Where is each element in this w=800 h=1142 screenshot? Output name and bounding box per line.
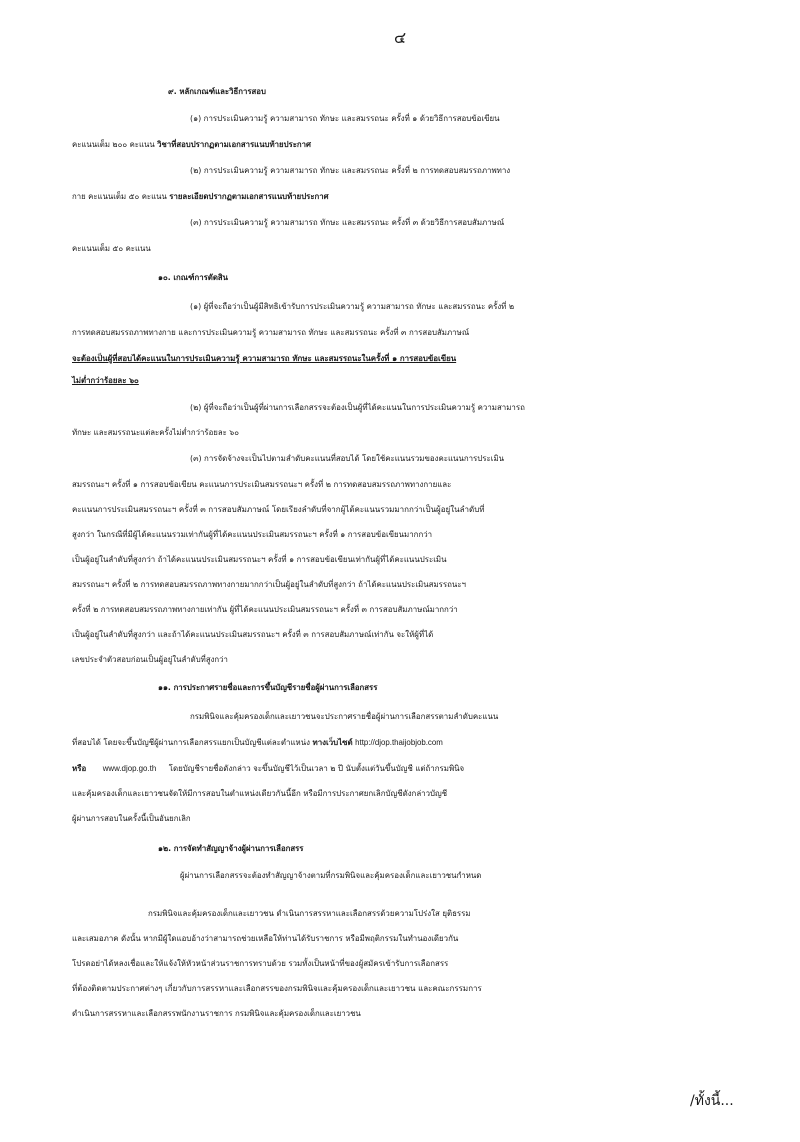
s12-para: ผู้ผ่านการเลือกสรรจะต้องทำสัญญาจ้างตามที่กรมพินิจและคุ้มครองเด็กและเยาวชนกำหนด bbox=[180, 871, 482, 880]
website-link-thaijobjob[interactable]: http://djop.thaijobjob.com bbox=[355, 738, 443, 747]
s10-item-1-line-4: ไม่ต่ำกว่าร้อยละ ๖๐ bbox=[72, 376, 139, 385]
s10-item-3-line-4: สูงกว่า ในกรณีที่มีผู้ได้คะแนนรวมเท่ากันผู้ที่ได้คะแนนประเมินสมรรถนะฯ ครั้งที่ ๑ การสอบข้อเขียนมากกว่า bbox=[72, 530, 433, 539]
section-9-heading: ๙. หลักเกณฑ์และวิธีการสอบ bbox=[168, 87, 266, 96]
s11-website-label: ทางเว็บไซต์ bbox=[312, 738, 353, 747]
s11-para-line-5: ผู้ผ่านการสอบในครั้งนี้เป็นอันยกเลิก bbox=[72, 814, 191, 823]
s10-item-3-line-3: คะแนนการประเมินสมรรถนะฯ ครั้งที่ ๓ การสอบสัมภาษณ์ โดยเรียงลำดับที่จากผู้ได้คะแนนรวมมากกว่าเป็นผู้อยู่ในลำดับที่ bbox=[72, 505, 485, 514]
s9-item-1-note: วิชาที่สอบปรากฏตามเอกสารแนบท้ายประกาศ bbox=[157, 140, 311, 149]
s11-para-line-4: และคุ้มครองเด็กและเยาวชนจัดให้มีการสอบในตำแหน่งเดียวกันนี้อีก หรือมีการประกาศยกเลิกบัญชีดังกล่าวบัญชี bbox=[72, 789, 448, 798]
s10-item-3-line-9: เลขประจำตัวสอบก่อนเป็นผู้อยู่ในลำดับที่สูงกว่า bbox=[72, 655, 228, 664]
s10-item-1-line-1: (๑) ผู้ที่จะถือว่าเป็นผู้มีสิทธิเข้ารับการประเมินความรู้ ความสามารถ ทักษะ และสมรรถนะ ครั้งที่ ๒ bbox=[190, 302, 515, 311]
s11-para-text: ที่สอบได้ โดยจะขึ้นบัญชีผู้ผ่านการเลือกสรรแยกเป็นบัญชีแต่ละตำแหน่ง bbox=[72, 738, 310, 747]
s10-item-2-line-1: (๒) ผู้ที่จะถือว่าเป็นผู้ที่ผ่านการเลือกสรรจะต้องเป็นผู้ที่ได้คะแนนในการประเมินความรู้ ความสามารถ bbox=[190, 403, 525, 412]
s10-item-1-line-2: การทดสอบสมรรถภาพทางกาย และการประเมินความรู้ ความสามารถ ทักษะ และสมรรถนะ ครั้งที่ ๓ การสอบสัมภาษณ์ bbox=[72, 328, 470, 337]
closing-line-4: ที่ต้องติดตามประกาศต่างๆ เกี่ยวกับการสรรหาและเลือกสรรของกรมพินิจและคุ้มครองเด็กและเยาวชน และคณะกรรมการ bbox=[72, 984, 482, 993]
page-number: ๔ bbox=[393, 28, 407, 47]
s10-item-3-line-2: สมรรถนะฯ ครั้งที่ ๑ การสอบข้อเขียน คะแนนการประเมินสมรรถนะฯ ครั้งที่ ๒ การทดสอบสมรรถภาพทางกายและ bbox=[72, 480, 452, 489]
s10-item-3-line-8: เป็นผู้อยู่ในลำดับที่สูงกว่า และถ้าได้คะแนนประเมินสมรรถนะฯ ครั้งที่ ๓ การสอบสัมภาษณ์เท่ากัน จะให้ผู้ที่ได้ bbox=[72, 630, 434, 639]
s11-para-line-2 bbox=[72, 733, 800, 753]
section-12-heading: ๑๒. การจัดทำสัญญาจ้างผู้ผ่านการเลือกสรร bbox=[158, 844, 304, 853]
s9-item-2-note: รายละเอียดปรากฏตามเอกสารแนบท้ายประกาศ bbox=[169, 192, 329, 201]
s10-item-3-line-1: (๓) การจัดจ้างจะเป็นไปตามลำดับคะแนนที่สอบได้ โดยใช้คะแนนรวมของคะแนนการประเมิน bbox=[190, 454, 505, 463]
s10-item-3-line-7: ครั้งที่ ๒ การทดสอบสมรรถภาพทางกายเท่ากัน ผู้ที่ได้คะแนนประเมินสมรรถนะฯ ครั้งที่ ๓ การสอบสัมภาษณ์มากกว่า bbox=[72, 605, 458, 614]
closing-line-2: และเสมอภาค ดังนั้น หากมีผู้ใดแอบอ้างว่าสามารถช่วยเหลือให้ท่านได้รับราชการ หรือมีพฤติกรรมในทำนองเดียวกัน bbox=[72, 934, 459, 943]
s9-item-1-score: คะแนนเต็ม ๒๐๐ คะแนน bbox=[72, 140, 155, 149]
closing-line-3: โปรดอย่าได้หลงเชื่อและให้แจ้งให้หัวหน้าส่วนราชการทราบด้วย รวมทั้งเป็นหน้าที่ของผู้สมัครเข้ารับการเลือกสรร bbox=[72, 959, 449, 968]
s9-item-3-line-1: (๓) การประเมินความรู้ ความสามารถ ทักษะ และสมรรถนะ ครั้งที่ ๓ ด้วยวิธีการสอบสัมภาษณ์ bbox=[190, 218, 505, 227]
s11-para-text-2: โดยบัญชีรายชื่อดังกล่าว จะขึ้นบัญชีไว้เป็นเวลา ๒ ปี นับตั้งแต่วันขึ้นบัญชี แต่ถ้ากรมพินิจ bbox=[168, 764, 465, 773]
s10-item-2-line-2: ทักษะ และสมรรถนะแต่ละครั้งไม่ต่ำกว่าร้อยละ ๖๐ bbox=[72, 428, 240, 437]
s9-item-1-line-2 bbox=[72, 135, 800, 155]
s10-item-3-line-5: เป็นผู้อยู่ในลำดับที่สูงกว่า ถ้าได้คะแนนประเมินสมรรถนะฯ ครั้งที่ ๑ การสอบข้อเขียนเท่ากันผู้ที่ได้คะแนนประเมิน bbox=[72, 555, 447, 564]
continuation-marker: /ทั้งนี้... bbox=[690, 1093, 734, 1109]
section-11-heading: ๑๑. การประกาศรายชื่อและการขึ้นบัญชีรายชื่อผู้ผ่านการเลือกสรร bbox=[158, 683, 378, 692]
section-10-heading: ๑๐. เกณฑ์การตัดสิน bbox=[158, 273, 228, 282]
s9-item-1-line-1: (๑) การประเมินความรู้ ความสามารถ ทักษะ และสมรรถนะ ครั้งที่ ๑ ด้วยวิธีการสอบข้อเขียน bbox=[190, 114, 500, 123]
s9-item-2-line-1: (๒) การประเมินความรู้ ความสามารถ ทักษะ และสมรรถนะ ครั้งที่ ๒ การทดสอบสมรรถภาพทาง bbox=[190, 166, 511, 175]
s11-para-line-3 bbox=[72, 759, 800, 779]
s10-item-3-line-6: สมรรถนะฯ ครั้งที่ ๒ การทดสอบสมรรถภาพทางกายมากกว่าเป็นผู้อยู่ในลำดับที่สูงกว่า ถ้าได้คะแนนประเมินสมรรถนะฯ bbox=[72, 580, 466, 589]
closing-line-5: ดำเนินการสรรหาและเลือกสรรพนักงานราชการ กรมพินิจและคุ้มครองเด็กและเยาวชน bbox=[72, 1009, 361, 1018]
s10-item-1-line-3: จะต้องเป็นผู้ที่สอบได้คะแนนในการประเมินความรู้ ความสามารถ ทักษะ และสมรรถนะในครั้งที่ ๑ การสอบข้อเขียน bbox=[72, 354, 457, 363]
s11-or-label: หรือ bbox=[72, 764, 87, 773]
s9-item-3-line-2: คะแนนเต็ม ๕๐ คะแนน bbox=[72, 244, 151, 253]
s9-item-2-line-2 bbox=[72, 187, 800, 207]
closing-line-1: กรมพินิจและคุ้มครองเด็กและเยาวชน ดำเนินการสรรหาและเลือกสรรด้วยความโปร่งใส ยุติธรรม bbox=[148, 909, 471, 918]
s9-item-2-score: กาย คะแนนเต็ม ๕๐ คะแนน bbox=[72, 192, 167, 201]
s11-para-line-1: กรมพินิจและคุ้มครองเด็กและเยาวชนจะประกาศรายชื่อผู้ผ่านการเลือกสรรตามลำดับคะแนน bbox=[190, 712, 499, 721]
website-link-djop[interactable]: www.djop.go.th bbox=[102, 764, 157, 773]
